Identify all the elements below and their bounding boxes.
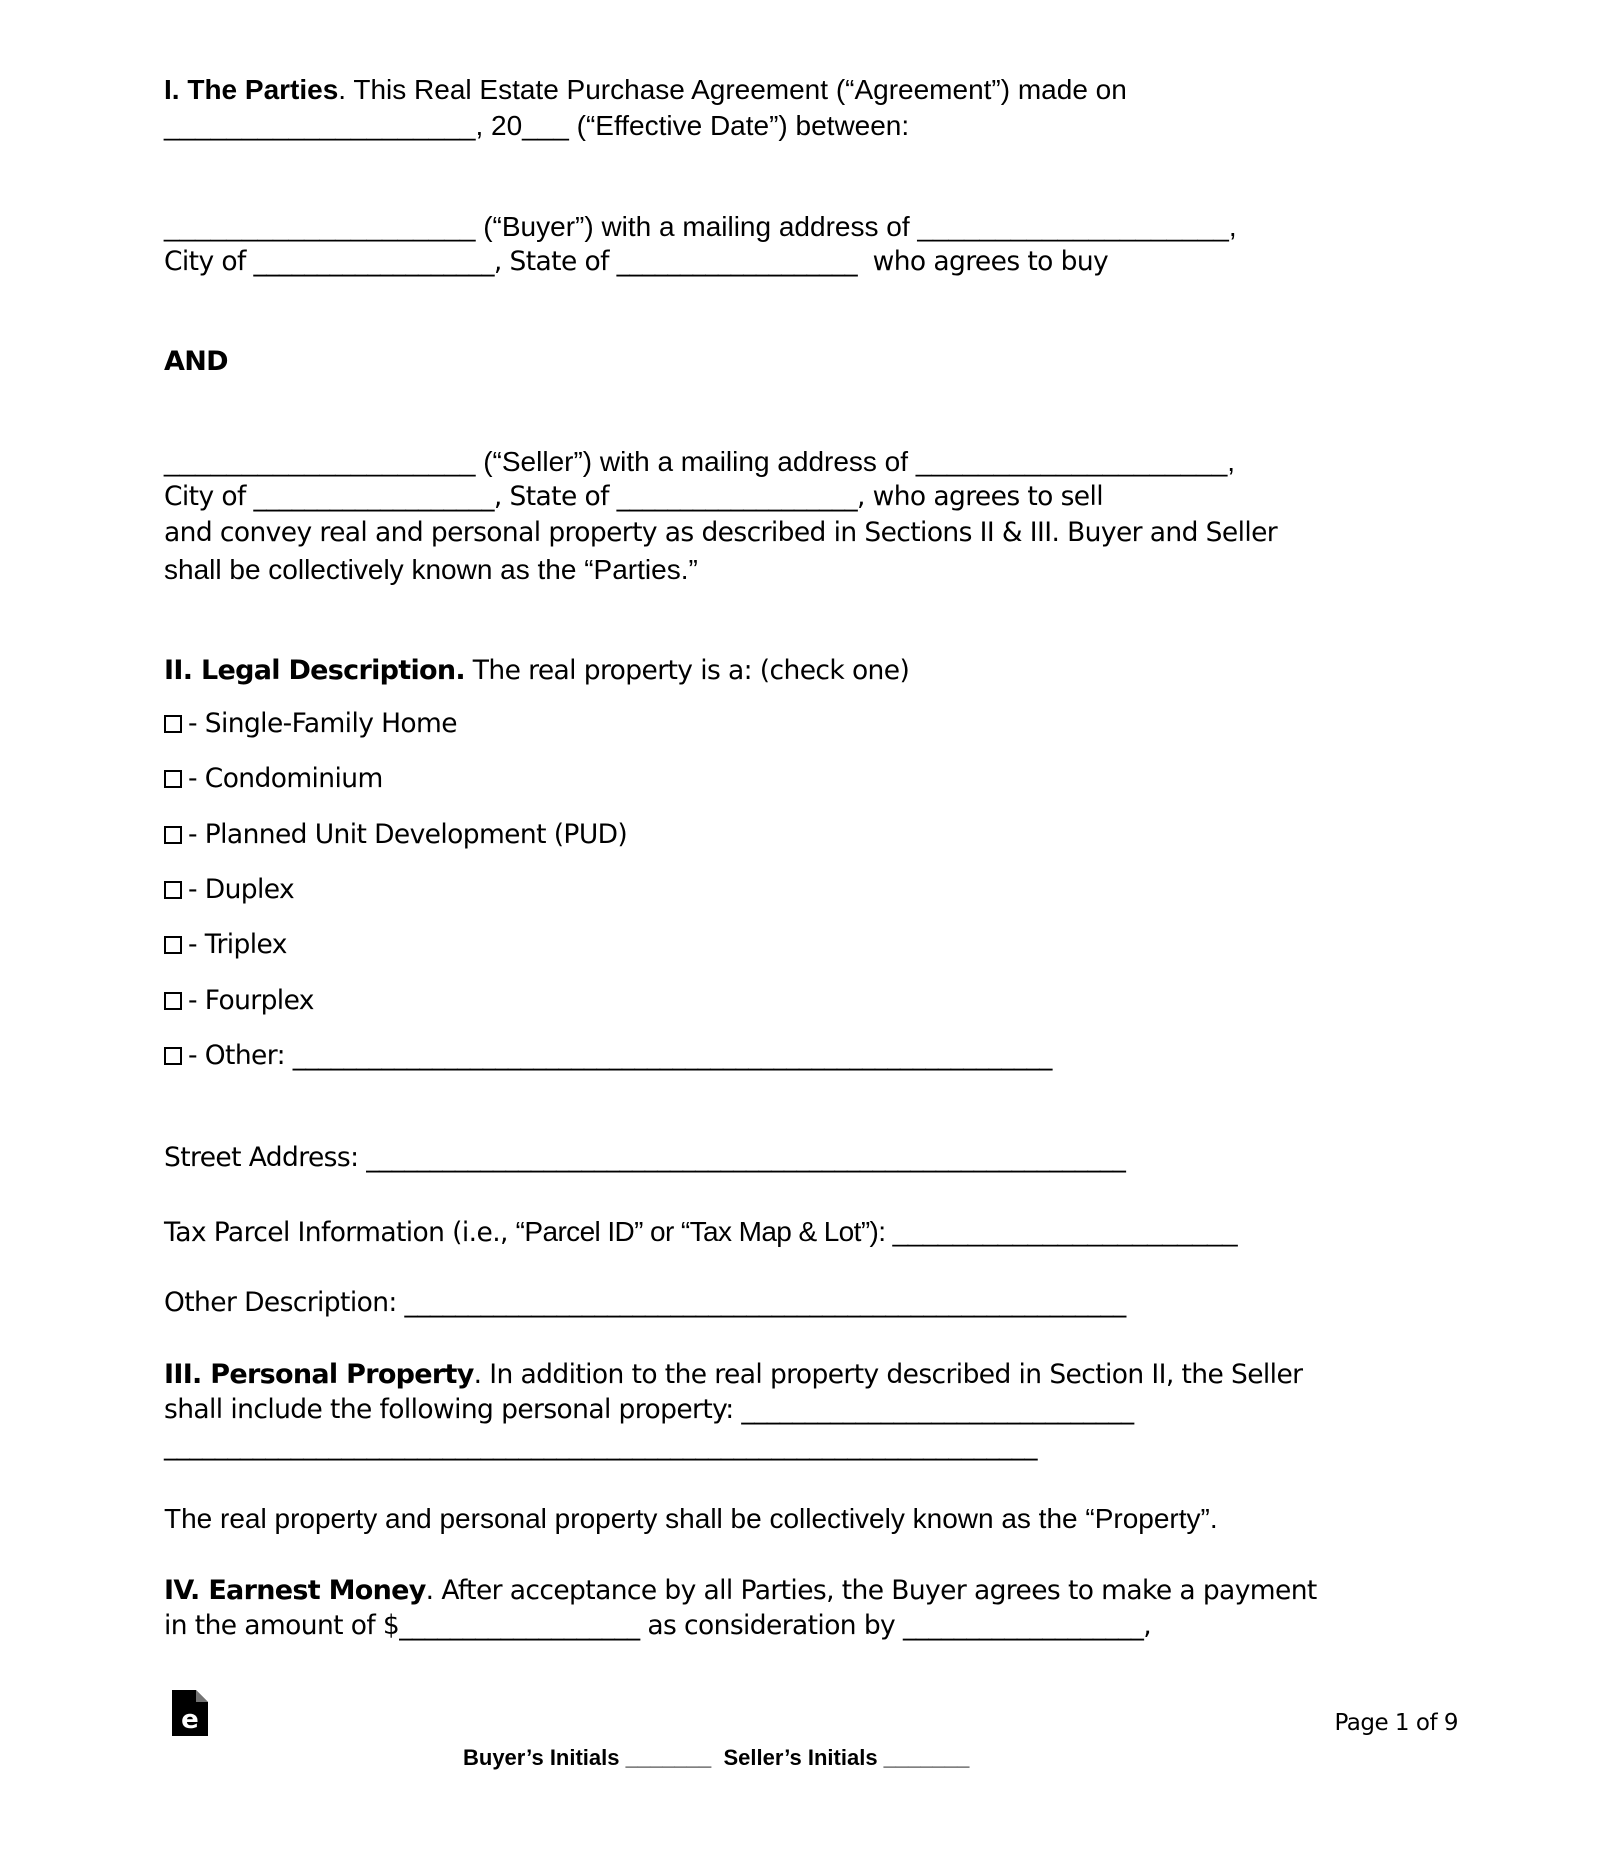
initials-line[interactable]: Buyer’s Initials _______ Seller’s Initials _______ xyxy=(463,1745,970,1770)
option-other[interactable]: - Other: ____________________________________________________________ xyxy=(164,1043,1052,1070)
option-duplex[interactable]: - Duplex xyxy=(164,877,294,904)
earnest-heading: IV. Earnest Money xyxy=(164,1575,426,1606)
svg-text:e: e xyxy=(181,1705,199,1735)
eforms-logo-icon xyxy=(172,1690,208,1736)
parties-heading: I. The Parties xyxy=(164,74,339,105)
parties-line-2: ____________________, 20___ (“Effective Date”) between: xyxy=(164,110,910,141)
seller-line-4: shall be collectively known as the “Parties.” xyxy=(164,554,698,585)
tax-parcel-field[interactable]: Tax Parcel Information (i.e., “Parcel ID” or “Tax Map & Lot”): _______________________ xyxy=(164,1216,1237,1248)
option-triplex[interactable]: - Triplex xyxy=(164,932,287,959)
seller-line-1: ____________________ (“Seller”) with a mailing address of ____________________, xyxy=(164,446,1236,477)
and-label: AND xyxy=(164,346,228,377)
checkbox[interactable] xyxy=(164,715,182,733)
checkbox[interactable] xyxy=(164,881,182,899)
option-pud[interactable]: - Planned Unit Development (PUD) xyxy=(164,822,627,849)
street-address-field[interactable]: Street Address: ____________________________________________________________ xyxy=(164,1142,1126,1173)
personal-heading: III. Personal Property xyxy=(164,1359,474,1390)
seller-line-3: and convey real and personal property as described in Sections II & III. Buyer and Seller xyxy=(164,517,1278,548)
earnest-money-line-1: IV. Earnest Money. After acceptance by all Parties, the Buyer agrees to make a payment xyxy=(164,1575,1317,1606)
buyer-line-2: City of ___________________, State of ___________________ who agrees to buy xyxy=(164,246,1109,277)
personal-property-line-2[interactable]: shall include the following personal property: _______________________________ xyxy=(164,1394,1134,1425)
checkbox[interactable] xyxy=(164,826,182,844)
seller-line-2: City of ___________________, State of ___________________, who agrees to sell xyxy=(164,481,1104,512)
personal-property-line-3[interactable]: _____________________________________________________________________ xyxy=(164,1430,1037,1461)
option-condominium[interactable]: - Condominium xyxy=(164,766,383,793)
checkbox[interactable] xyxy=(164,770,182,788)
option-fourplex[interactable]: - Fourplex xyxy=(164,988,314,1015)
legal-heading: II. Legal Description. xyxy=(164,655,465,686)
legal-description-line: II. Legal Description. The real property is a: (check one) xyxy=(164,655,910,686)
earnest-money-line-2[interactable]: in the amount of $___________________ as consideration by ___________________, xyxy=(164,1610,1152,1641)
option-single-family[interactable]: - Single-Family Home xyxy=(164,711,457,738)
page-number: Page 1 of 9 xyxy=(1334,1710,1458,1736)
property-collective-line: The real property and personal property shall be collectively known as the “Property”. xyxy=(164,1503,1218,1534)
other-description-field[interactable]: Other Description: _________________________________________________________ xyxy=(164,1287,1126,1318)
buyer-line-1: ____________________ (“Buyer”) with a mailing address of ____________________, xyxy=(164,211,1237,242)
parties-line-1: I. The Parties. This Real Estate Purchase Agreement (“Agreement”) made on xyxy=(164,74,1127,105)
checkbox[interactable] xyxy=(164,992,182,1010)
checkbox[interactable] xyxy=(164,936,182,954)
personal-property-line-1: III. Personal Property. In addition to the real property described in Section II, the Seller xyxy=(164,1359,1303,1390)
checkbox[interactable] xyxy=(164,1047,182,1065)
